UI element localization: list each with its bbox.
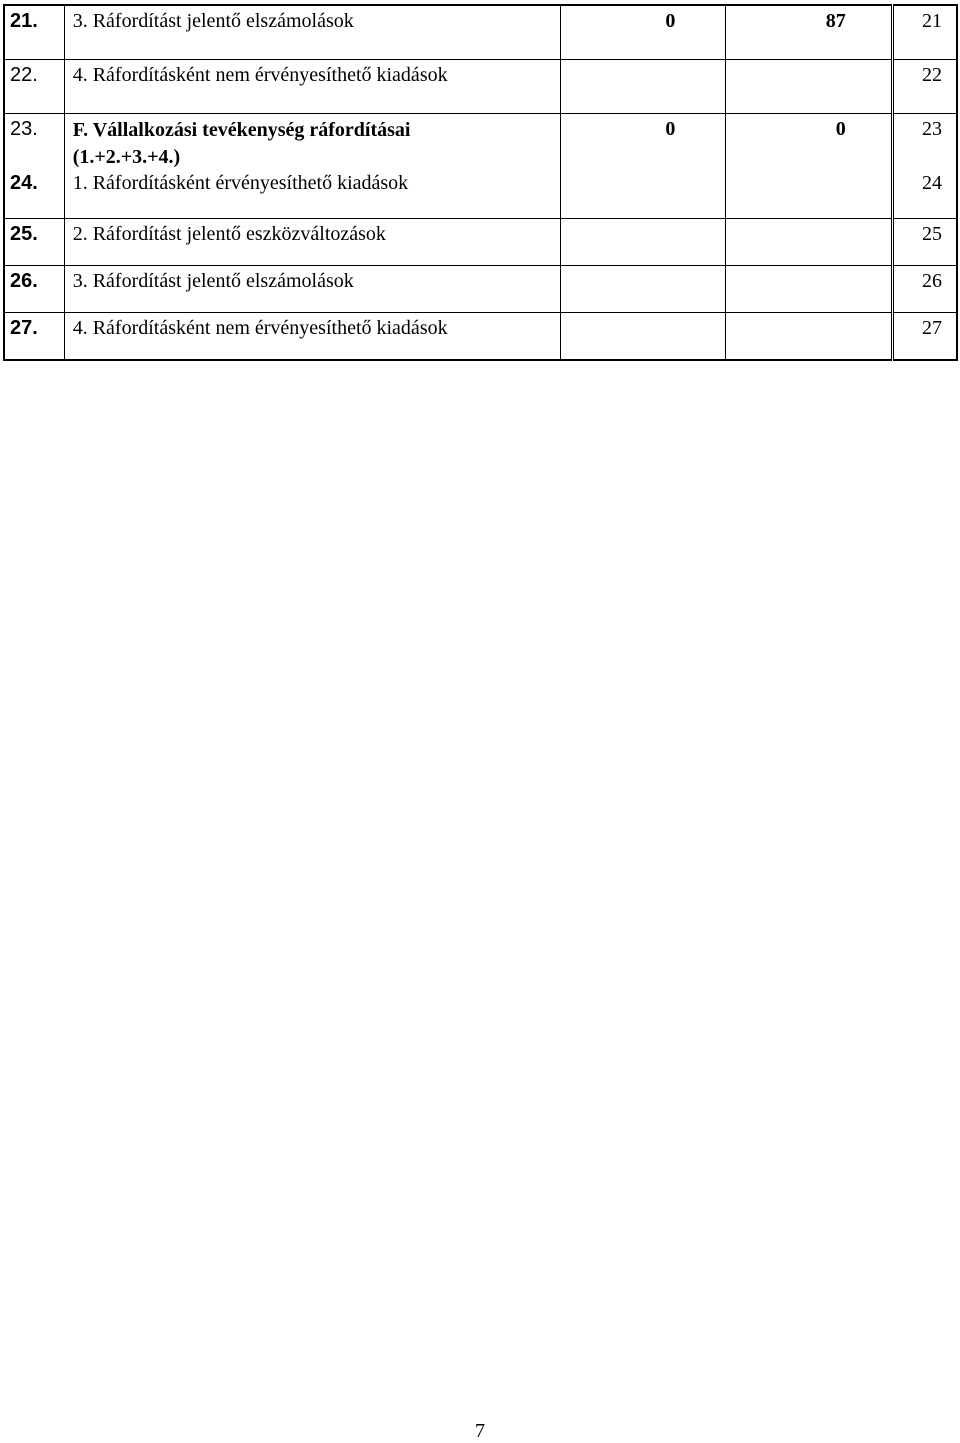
- section-heading: F. Vállalkozási tevékenység ráfordításai (1.+2.+3.+4.): [72, 119, 411, 168]
- line-code-24: 24: [922, 172, 942, 194]
- value-column-2: [726, 219, 892, 266]
- row-label: [64, 114, 561, 219]
- expense-table: [3, 4, 958, 361]
- table-row: [4, 60, 957, 114]
- value-column-1: [561, 266, 726, 313]
- line-code: 21: [892, 5, 957, 60]
- table-row: [4, 5, 957, 60]
- line-code: 22: [892, 60, 957, 114]
- row-number-23: 23.: [10, 118, 38, 140]
- value-column-1: [561, 114, 726, 219]
- row-number: 26.: [4, 266, 64, 313]
- table-row: [4, 266, 957, 313]
- row-number-24: 24.: [10, 172, 38, 194]
- row-number: 25.: [4, 219, 64, 266]
- line-code-23: 23: [922, 118, 942, 140]
- line-code: 27: [892, 313, 957, 361]
- value-column-2: [726, 60, 892, 114]
- section-total-2: 0: [835, 118, 846, 140]
- row-number: 22.: [4, 60, 64, 114]
- row-label: 4. Ráfordításként nem érvényesíthető kiadások: [64, 313, 561, 361]
- value-column-1: [561, 313, 726, 361]
- report-sheet: [3, 4, 958, 361]
- row-label-24: 1. Ráfordításként érvényesíthető kiadások: [72, 172, 409, 194]
- table-row: [4, 219, 957, 266]
- value-column-2: [726, 266, 892, 313]
- line-code: [892, 114, 957, 219]
- value-column-1: 0: [561, 5, 726, 60]
- line-code: 26: [892, 266, 957, 313]
- row-label: 3. Ráfordítást jelentő elszámolások: [64, 5, 561, 60]
- page-number: 7: [475, 1420, 485, 1442]
- value-column-1: [561, 60, 726, 114]
- row-number: 21.: [4, 5, 64, 60]
- row-number: [4, 114, 64, 219]
- table-row: [4, 313, 957, 361]
- row-number: 27.: [4, 313, 64, 361]
- table-row: [4, 114, 957, 219]
- line-code: 25: [892, 219, 957, 266]
- row-label: 4. Ráfordításként nem érvényesíthető kiadások: [64, 60, 561, 114]
- value-column-1: [561, 219, 726, 266]
- row-label: 2. Ráfordítást jelentő eszközváltozások: [64, 219, 561, 266]
- value-column-2: [726, 313, 892, 361]
- section-total-1: 0: [665, 118, 676, 140]
- row-label: 3. Ráfordítást jelentő elszámolások: [64, 266, 561, 313]
- value-column-2: 87: [726, 5, 892, 60]
- value-column-2: [726, 114, 892, 219]
